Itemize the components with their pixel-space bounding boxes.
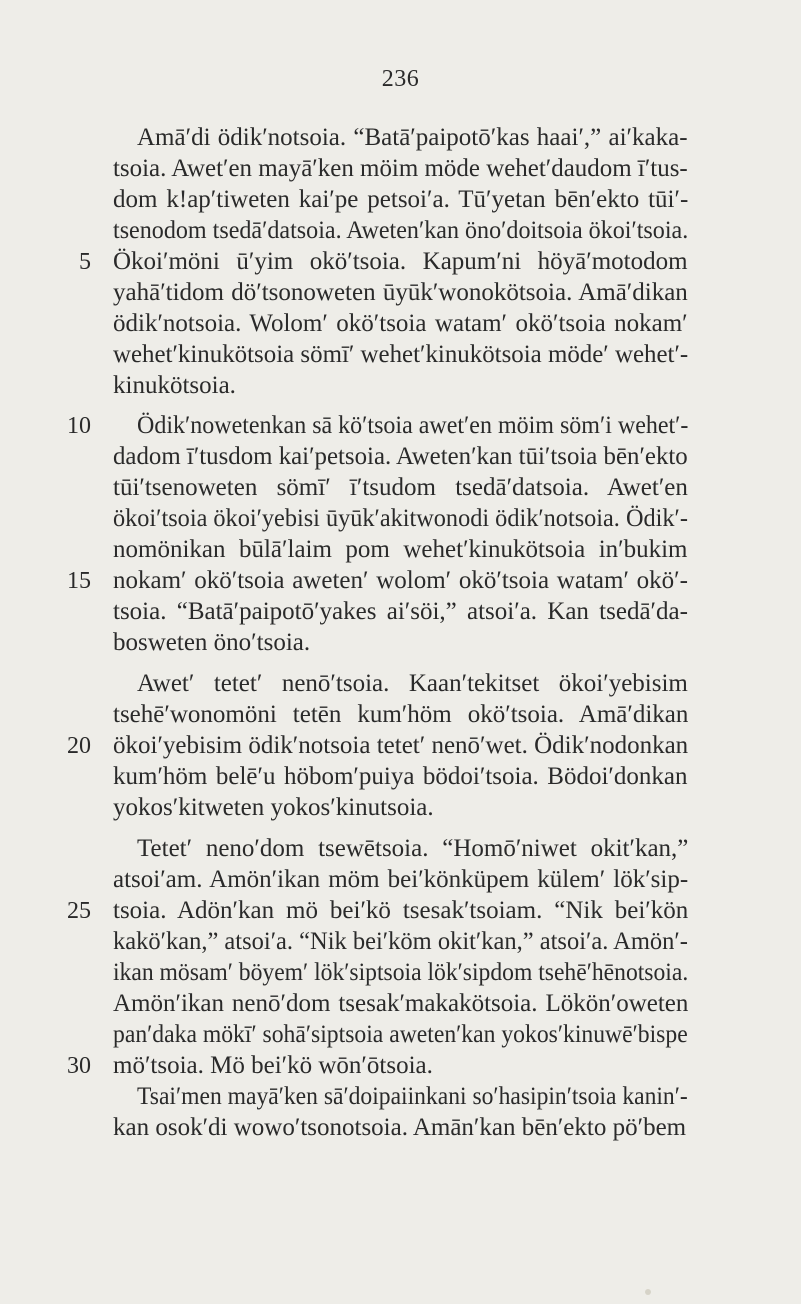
text-line: kan osok′di wowo′tsonotsoia. Amān′kan bēn′ekto pö′bem — [113, 1114, 687, 1141]
text-line: ökoi′tsoia ökoi′yebisi ūyūk′akitwonodi ödik′notsoia. Ödik′- — [113, 505, 688, 532]
text-line: Tetet′ neno′dom tsewētsoia. “Homō′niwet okit′kan,” — [137, 835, 689, 862]
text-line: tsehē′wonomöni tetēn kum′höm okö′tsoia. Amā′dikan — [113, 701, 689, 728]
line-number: 15 — [67, 568, 91, 594]
text-line: nomönikan būlā′laim pom wehet′kinukötsoia in′bukim — [113, 536, 688, 563]
text-line: ökoi′yebisim ödik′notsoia tetet′ nenō′wet. Ödik′nodonkan — [113, 732, 689, 759]
text-line: tsenodom tsedā′datsoia. Aweten′kan öno′doitsoia ökoi′tsoia. — [113, 217, 689, 244]
text-line: Amā′di ödik′notsoia. “Batā′paipotō′kas haai′,” ai′kaka- — [137, 124, 688, 151]
page-number: 236 — [381, 66, 420, 92]
text-line: Ökoi′möni ū′yim okö′tsoia. Kapum′ni höyā′motodom — [113, 248, 688, 275]
text-line: dadom ī′tusdom kai′petsoia. Aweten′kan tūi′tsoia bēn′ekto — [113, 443, 688, 470]
line-number: 10 — [67, 413, 91, 439]
line-number: 5 — [79, 249, 91, 275]
text-line: nokam′ okö′tsoia aweten′ wolom′ okö′tsoia watam′ okö′- — [113, 567, 688, 594]
text-line: Ödik′nowetenkan sā kö′tsoia awet′en möim söm′i wehet′- — [137, 412, 689, 439]
line-number: 20 — [67, 733, 91, 759]
text-line: wehet′kinukötsoia sömī′ wehet′kinukötsoia möde′ wehet′- — [113, 341, 689, 368]
line-number: 25 — [67, 898, 91, 924]
text-line: Amön′ikan nenō′dom tsesak′makakötsoia. Lökön′oweten — [113, 990, 689, 1017]
text-line: bosweten öno′tsoia. — [113, 629, 311, 656]
text-line: kinukötsoia. — [113, 372, 236, 399]
text-line: tsoia. “Batā′paipotō′yakes ai′söi,” atsoi′a. Kan tsedā′da- — [113, 598, 688, 625]
ink-dot — [645, 1289, 651, 1295]
text-line: tsoia. Adön′kan mö bei′kö tsesak′tsoiam. “Nik bei′kön — [113, 897, 689, 924]
text-line: tūi′tsenoweten sömī′ ī′tsudom tsedā′datsoia. Awet′en — [113, 474, 688, 501]
line-number: 30 — [67, 1053, 91, 1079]
text-line: Awet′ tetet′ nenō′tsoia. Kaan′tekitset ökoi′yebisim — [137, 670, 688, 697]
text-line: kum′höm belē′u höbom′puiya bödoi′tsoia. Bödoi′donkan — [113, 763, 688, 790]
text-line: tsoia. Awet′en mayā′ken möim möde wehet′daudom ī′tus- — [113, 155, 688, 182]
text-line: dom k!ap′tiweten kai′pe petsoi′a. Tū′yetan bēn′ekto tūi′- — [113, 186, 689, 213]
text-line: mö′tsoia. Mö bei′kö wōn′ōtsoia. — [113, 1052, 433, 1079]
text-line: ikan mösam′ böyem′ lök′siptsoia lök′sipdom tsehē′hēnotsoia. — [113, 959, 689, 986]
text-line: yokos′kitweten yokos′kinutsoia. — [113, 794, 434, 821]
text-line: atsoi′am. Amön′ikan möm bei′könküpem külem′ lök′sip- — [113, 866, 689, 893]
text-line: yahā′tidom dö′tsonoweten ūyūk′wonokötsoia. Amā′dikan — [113, 279, 688, 306]
text-line: pan′daka mökī′ sohā′siptsoia aweten′kan yokos′kinuwē′bispe — [113, 1021, 688, 1048]
text-line: kakö′kan,” atsoi′a. “Nik bei′köm okit′kan,” atsoi′a. Amön′- — [113, 928, 688, 955]
text-line: Tsai′men mayā′ken sā′doipaiinkani so′hasipin′tsoia kanin′- — [137, 1083, 688, 1110]
text-line: ödik′notsoia. Wolom′ okö′tsoia watam′ okö′tsoia nokam′ — [113, 310, 688, 337]
